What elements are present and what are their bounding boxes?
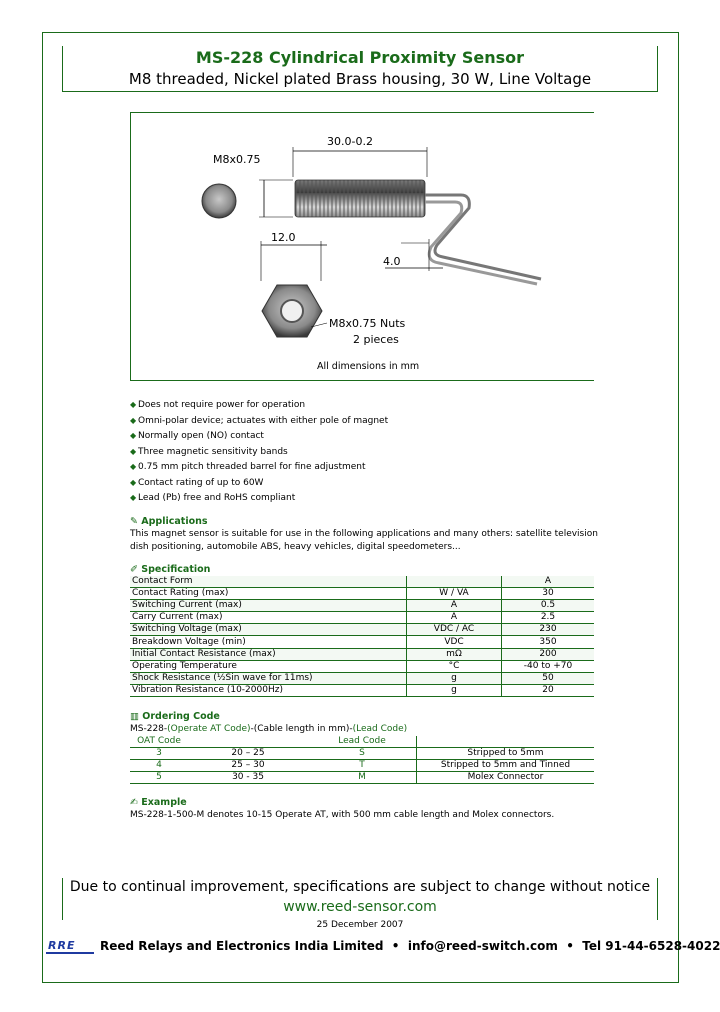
lead-desc-cell: Stripped to 5mm and Tinned — [417, 760, 595, 772]
bullet-icon: ◆ — [130, 462, 137, 471]
lead-desc-cell: Stripped to 5mm — [417, 748, 595, 760]
bullet-icon: ◆ — [130, 446, 137, 456]
table-row — [130, 624, 594, 636]
technical-drawing — [130, 112, 594, 381]
table-row — [130, 772, 594, 784]
oat-code-cell: 4 — [130, 760, 188, 772]
nut-width-label: 12.0 — [271, 231, 296, 244]
spec-unit-cell — [407, 576, 502, 588]
lead-wire-1 — [425, 195, 541, 279]
table-row — [130, 736, 594, 748]
list-item: ◆ Does not require power for operation — [130, 397, 388, 413]
nuts-qty-label: 2 pieces — [353, 333, 399, 346]
length-label: 30.0-0.2 — [327, 135, 373, 148]
table-row — [130, 684, 594, 696]
spec-unit-cell: °C — [407, 660, 502, 672]
phone-number: Tel 91-44-6528-4022 — [582, 939, 720, 953]
bullet-icon: ◆ — [130, 477, 137, 487]
company-name: Reed Relays and Electronics India Limited — [100, 939, 384, 953]
specification-heading: ✐ Specification — [130, 564, 211, 575]
list-item: ◆ Lead (Pb) free and RoHS compliant — [130, 490, 388, 506]
spec-value-cell: A — [502, 576, 595, 588]
spec-unit-cell: g — [407, 672, 502, 684]
sensor-end-view — [202, 184, 236, 218]
spec-unit-cell: A — [407, 612, 502, 624]
lead-code-cell: S — [308, 748, 417, 760]
spec-unit-cell: mΩ — [407, 648, 502, 660]
table-row — [130, 612, 594, 624]
spec-unit-cell: g — [407, 684, 502, 696]
ordering-format: MS-228-(Operate AT Code)-(Cable length in mm)-(Lead Code) — [130, 724, 408, 734]
spec-name-cell: Contact Form — [130, 576, 407, 588]
applications-heading: ✎ Applications — [130, 516, 208, 527]
list-item: ◆ 0.75 mm pitch threaded barrel for fine adjustment — [130, 459, 388, 475]
feature-list — [130, 397, 388, 506]
spec-value-cell: 230 — [502, 624, 595, 636]
spec-value-cell: 2.5 — [502, 612, 595, 624]
spec-value-cell: 50 — [502, 672, 595, 684]
table-row — [130, 576, 594, 588]
barcode-icon: ▥ — [130, 711, 139, 722]
lead-code-cell: T — [308, 760, 417, 772]
ordering-table — [130, 736, 594, 784]
oat-code-header: OAT Code — [130, 736, 188, 748]
spec-value-cell: 20 — [502, 684, 595, 696]
table-row — [130, 672, 594, 684]
oat-code-cell: 3 — [130, 748, 188, 760]
spec-value-cell: 200 — [502, 648, 595, 660]
bullet-icon: ◆ — [130, 400, 137, 409]
company-logo: RRE — [48, 939, 76, 952]
tools-icon: ✎ — [130, 516, 138, 527]
list-item: ◆ Contact rating of up to 60W — [130, 475, 388, 491]
sensor-barrel — [295, 180, 425, 217]
applications-text: This magnet sensor is suitable for use in the following applications and many others: satellite television dish positioning, automobile ABS, heavy vehicles, digital speedometers... — [130, 529, 598, 552]
oat-range-cell: 25 – 30 — [188, 760, 308, 772]
spec-name-cell: Switching Voltage (max) — [130, 624, 407, 636]
bullet-icon: ◆ — [130, 415, 137, 425]
pen-icon: ✍ — [130, 797, 138, 808]
pencil-icon: ✐ — [130, 564, 138, 575]
separator-dot: • — [566, 939, 574, 953]
lead-wire-2 — [425, 202, 537, 284]
spec-unit-cell: VDC / AC — [407, 624, 502, 636]
lead-code-cell: M — [308, 772, 417, 784]
spec-name-cell: Vibration Resistance (10-2000Hz) — [130, 684, 407, 696]
page-title: MS-228 Cylindrical Proximity Sensor — [195, 48, 525, 67]
lead-desc-cell: Molex Connector — [417, 772, 595, 784]
oat-range-cell: 30 - 35 — [188, 772, 308, 784]
list-item: ◆ Three magnetic sensitivity bands — [130, 444, 388, 460]
thread-label: M8x0.75 — [213, 153, 261, 166]
spec-name-cell: Shock Resistance (½Sin wave for 11ms) — [130, 672, 407, 684]
list-item: ◆ Omni-polar device; actuates with either pole of magnet — [130, 413, 388, 429]
logo-underline — [46, 952, 94, 954]
footer-notice: Due to continual improvement, specifications are subject to change without notice — [69, 879, 651, 895]
example-heading: ✍ Example — [130, 797, 187, 808]
spec-name-cell: Initial Contact Resistance (max) — [130, 648, 407, 660]
spec-name-cell: Operating Temperature — [130, 660, 407, 672]
drawing-svg — [131, 113, 595, 382]
ordering-heading: ▥ Ordering Code — [130, 711, 220, 722]
footer-date: 25 December 2007 — [316, 920, 404, 930]
bullet-icon: ◆ — [130, 431, 137, 440]
spec-unit-cell: A — [407, 600, 502, 612]
spec-name-cell: Carry Current (max) — [130, 612, 407, 624]
page-subtitle: M8 threaded, Nickel plated Brass housing, 30 W, Line Voltage — [128, 70, 592, 88]
footer-contact-line — [100, 939, 720, 953]
bullet-icon: ◆ — [130, 493, 137, 502]
oat-code-cell: 5 — [130, 772, 188, 784]
table-row — [130, 648, 594, 660]
spec-value-cell: 0.5 — [502, 600, 595, 612]
lead-offset-label: 4.0 — [383, 255, 401, 268]
spec-value-cell: -40 to +70 — [502, 660, 595, 672]
list-item: ◆ Normally open (NO) contact — [130, 428, 388, 444]
table-row — [130, 588, 594, 600]
table-row — [130, 660, 594, 672]
spec-name-cell: Contact Rating (max) — [130, 588, 407, 600]
email-link[interactable]: info@reed-switch.com — [407, 939, 558, 953]
spec-unit-cell: W / VA — [407, 588, 502, 600]
table-row — [130, 636, 594, 648]
oat-range-cell: 20 – 25 — [188, 748, 308, 760]
spec-unit-cell: VDC — [407, 636, 502, 648]
spec-value-cell: 350 — [502, 636, 595, 648]
example-text: MS-228-1-500-M denotes 10-15 Operate AT, with 500 mm cable length and Molex connectors. — [130, 810, 555, 820]
spec-name-cell: Breakdown Voltage (min) — [130, 636, 407, 648]
spec-value-cell: 30 — [502, 588, 595, 600]
separator-dot: • — [391, 939, 400, 953]
table-row — [130, 600, 594, 612]
units-note: All dimensions in mm — [317, 361, 420, 372]
table-row — [130, 748, 594, 760]
footer-website-link[interactable]: www.reed-sensor.com — [283, 899, 437, 915]
table-row — [130, 760, 594, 772]
spec-name-cell: Switching Current (max) — [130, 600, 407, 612]
lead-code-header: Lead Code — [308, 736, 417, 748]
specification-table — [130, 576, 594, 697]
nuts-label: M8x0.75 Nuts — [329, 317, 406, 330]
